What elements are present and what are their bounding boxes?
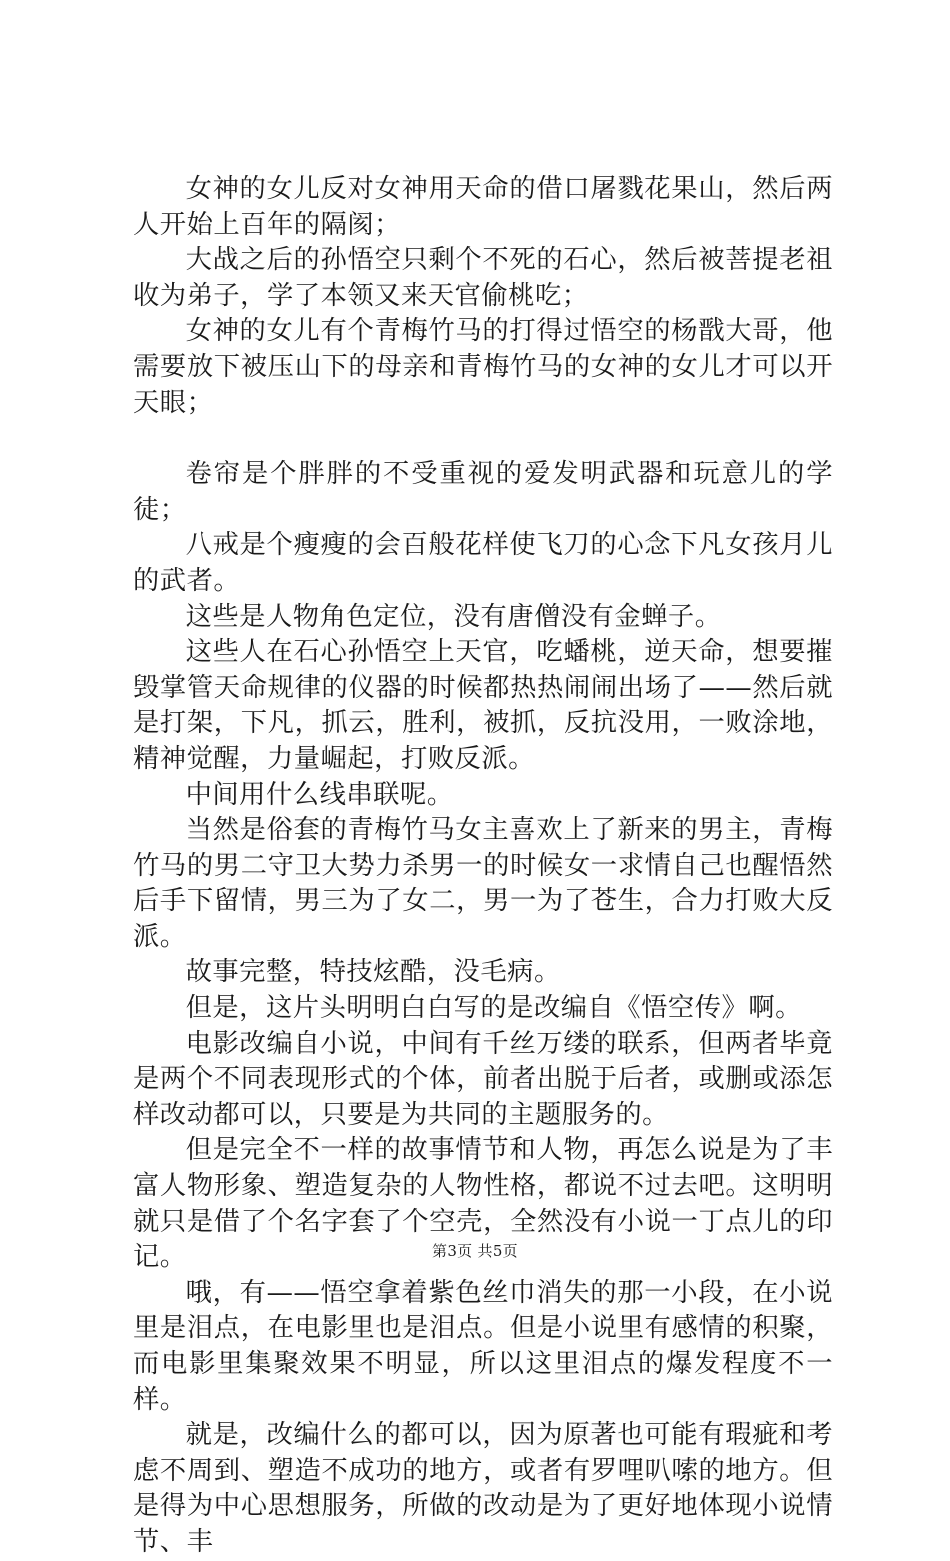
paragraph: 故事完整，特技炫酷，没毛病。 (185, 957, 561, 988)
paragraph: 中间用什么线串联呢。 (185, 779, 454, 810)
document-body (133, 172, 833, 1561)
paragraph: 大战之后的孙悟空只剩个不死的石心，然后被菩提老祖收为弟子，学了本领又来天官偷桃吃； (133, 245, 833, 311)
paragraph: 就是，改编什么的都可以，因为原著也可能有瑕疵和考虑不周到、塑造不成功的地方，或者有罗哩叭嗦的地方。但是得为中心思想服务，所做的改动是为了更好地体现小说情节、丰 (133, 1420, 833, 1557)
paragraph: 女神的女儿有个青梅竹马的打得过悟空的杨戬大哥，他需要放下被压山下的母亲和青梅竹马的女神的女儿才可以开天眼； (133, 316, 833, 418)
paragraph: 这些人在石心孙悟空上天官，吃蟠桃，逆天命，想要摧毁掌管天命规律的仪器的时候都热热闹闹出场了——然后就是打架，下凡，抓云，胜利，被抓，反抗没用，一败涂地，精神觉醒，力量崛起，打败反派。 (133, 637, 833, 774)
paragraph: 但是完全不一样的故事情节和人物，再怎么说是为了丰富人物形象、塑造复杂的人物性格，都说不过去吧。这明明就只是借了个名字套了个空壳，全然没有小说一丁点儿的印记。 (133, 1135, 833, 1273)
page-number-footer: 第3页 共5页 (432, 1242, 518, 1260)
paragraph: 卷帘是个胖胖的不受重视的爱发明武器和玩意儿的学徒； (133, 459, 833, 525)
paragraph: 但是，这片头明明白白写的是改编自《悟空传》啊。 (185, 993, 802, 1024)
paragraph: 当然是俗套的青梅竹马女主喜欢上了新来的男主，青梅竹马的男二守卫大势力杀男一的时候女一求情自己也醒悟然后手下留情，男三为了女二，男一为了苍生，合力打败大反派。 (133, 815, 833, 952)
paragraph: 哦，有——悟空拿着紫色丝巾消失的那一小段，在小说里是泪点，在电影里也是泪点。但是小说里有感情的积聚，而电影里集聚效果不明显，所以这里泪点的爆发程度不一样。 (133, 1277, 833, 1415)
paragraph: 这些是人物角色定位，没有唐僧没有金蝉子。 (185, 601, 722, 632)
paragraph: 八戒是个瘦瘦的会百般花样使飞刀的心念下凡女孩月儿的武者。 (133, 530, 833, 596)
paragraph: 女神的女儿反对女神用天命的借口屠戮花果山，然后两人开始上百年的隔阂； (133, 174, 833, 240)
paragraph: 电影改编自小说，中间有千丝万缕的联系，但两者毕竟是两个不同表现形式的个体，前者出脱于后者，或删或添怎样改动都可以，只要是为共同的主题服务的。 (133, 1028, 833, 1130)
